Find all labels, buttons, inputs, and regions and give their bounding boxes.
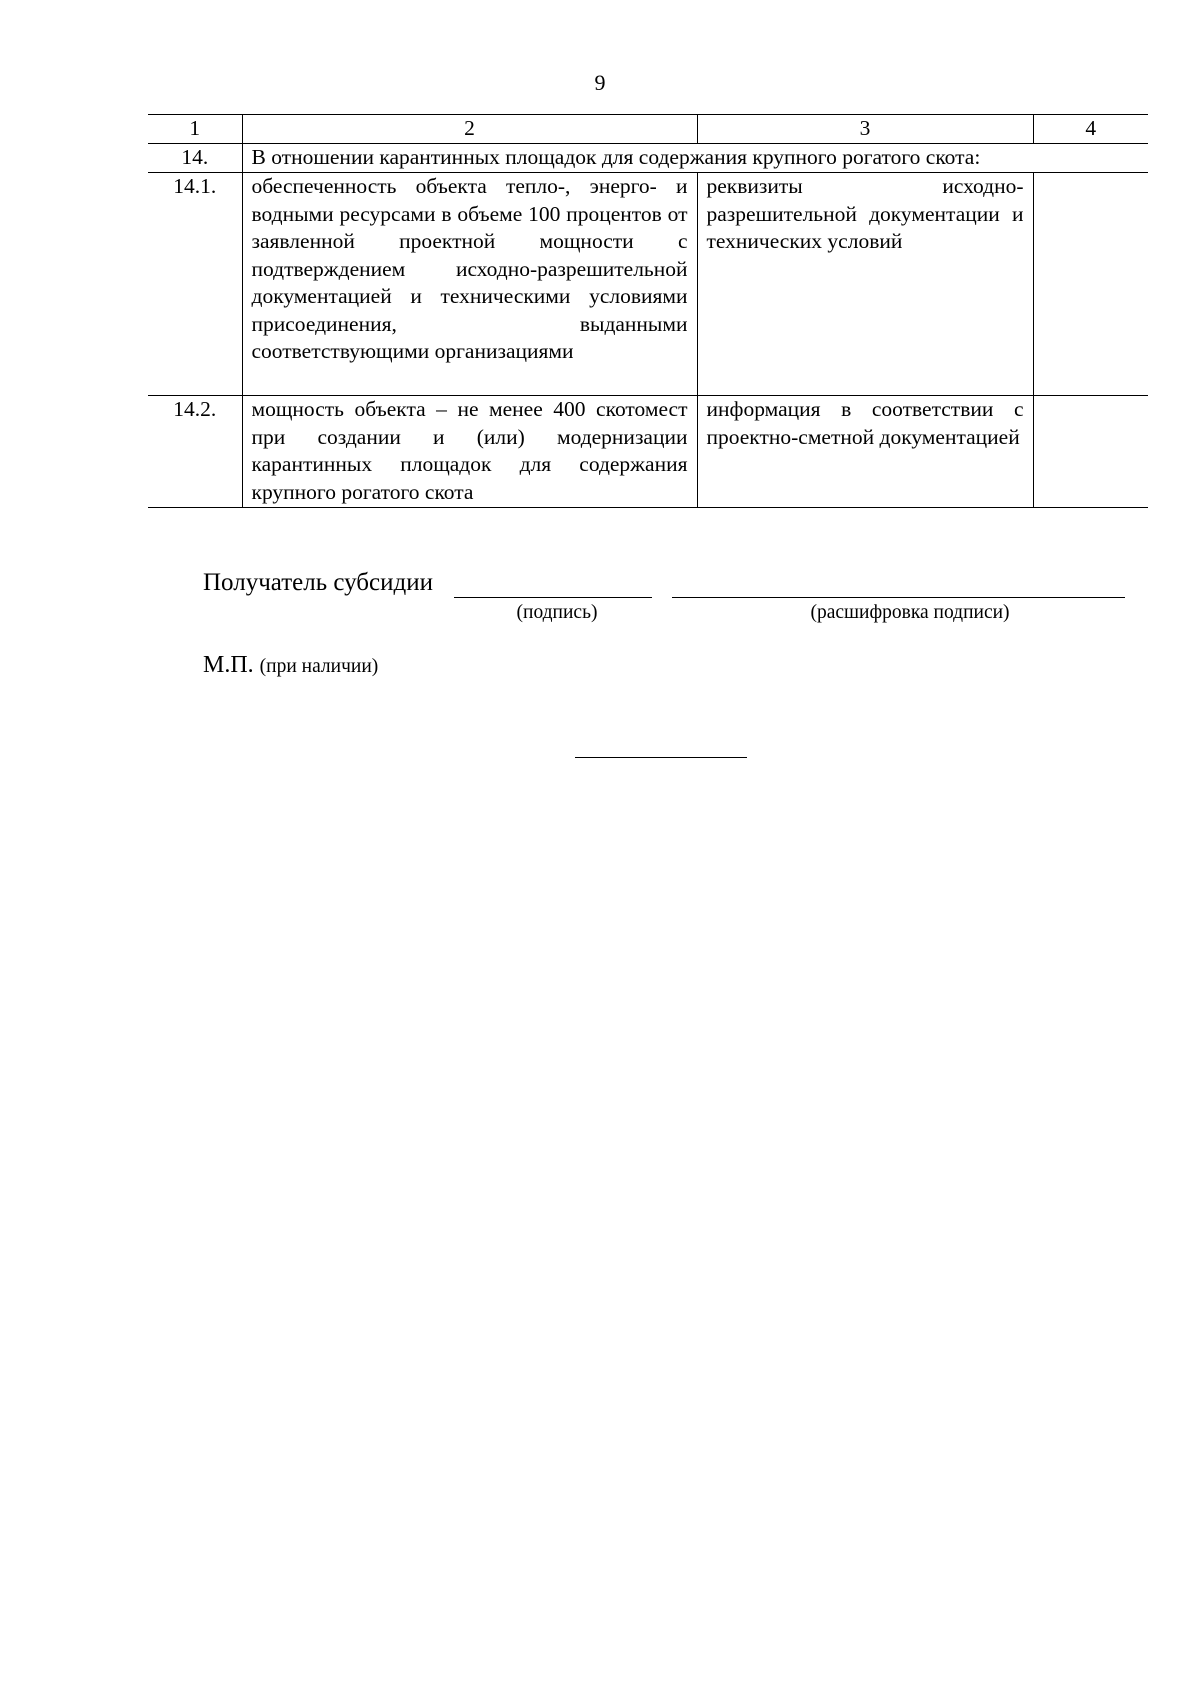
signature-line[interactable] [454, 597, 652, 598]
stamp-note: (при наличии) [259, 656, 379, 677]
criterion-cell: обеспеченность объекта тепло-, энерго- и водными ресурсами в объеме 100 процентов от заявленной проектной мощности с подтверждением исходно-разрешительной документацией и техническими условиями присоединения, выданными соответствующими организациями [242, 173, 697, 396]
document-cell: информация в соответствии с проектно-сметной документацией [697, 396, 1033, 508]
note-cell [1033, 396, 1148, 508]
header-cell-1: 1 [148, 115, 242, 144]
signature-decoding-caption: (расшифровка подписи) [810, 602, 1010, 623]
criteria-table [148, 114, 1148, 508]
table-row [148, 173, 1148, 396]
table-header-row [148, 115, 1148, 144]
section-number: 14. [148, 144, 242, 173]
section-row [148, 144, 1148, 173]
end-divider [575, 757, 747, 758]
page-number: 9 [594, 70, 606, 95]
row-number: 14.2. [148, 396, 242, 508]
note-cell [1033, 173, 1148, 396]
signature-label: Получатель субсидии [203, 569, 433, 596]
document-cell: реквизиты исходно-разрешительной документации и технических условий [697, 173, 1033, 396]
header-cell-2: 2 [242, 115, 697, 144]
header-cell-3: 3 [697, 115, 1033, 144]
signature-caption: (подпись) [516, 602, 598, 623]
header-cell-4: 4 [1033, 115, 1148, 144]
table-row [148, 396, 1148, 508]
criterion-cell: мощность объекта – не менее 400 скотомест при создании и (или) модернизации карантинных площадок для содержания крупного рогатого скота [242, 396, 697, 508]
signature-decoding-line[interactable] [672, 597, 1125, 598]
stamp-label: М.П. [203, 652, 254, 678]
row-number: 14.1. [148, 173, 242, 396]
section-title: В отношении карантинных площадок для содержания крупного рогатого скота: [242, 144, 1148, 173]
stamp-place [203, 650, 378, 682]
